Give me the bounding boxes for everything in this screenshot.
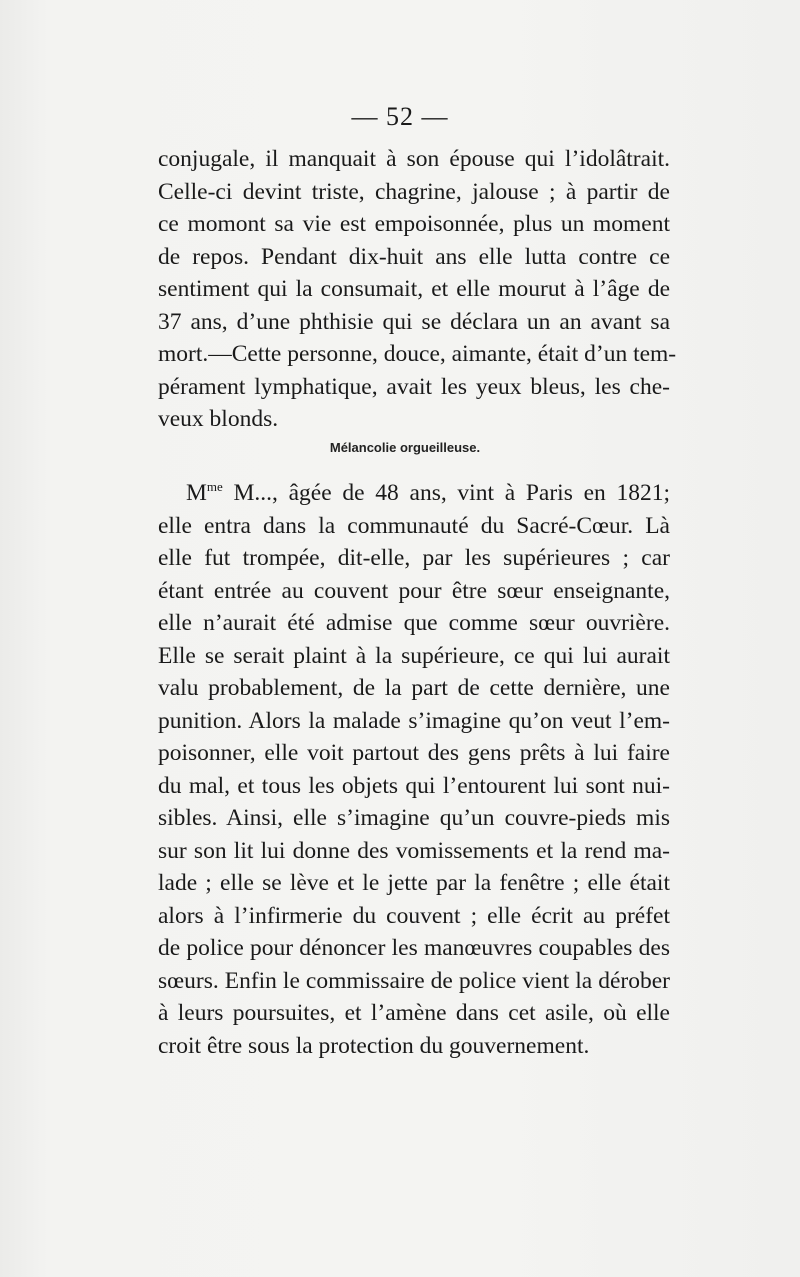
paragraph-1 xyxy=(158,143,677,436)
text-line: veux blonds. xyxy=(158,406,279,432)
text-line: punition. Alors la malade s’imagine qu’on veut l’em- xyxy=(158,707,670,734)
text-line-first xyxy=(158,477,670,510)
text-line: croit être sous la protection du gouvernement. xyxy=(158,1032,590,1059)
text-line: mort.—Cette personne, douce, aimante, était d’un tem- xyxy=(158,341,677,367)
paragraph-2 xyxy=(158,477,670,1062)
honorific-superscript: me xyxy=(206,479,223,494)
text-line: poisonner, elle voit partout des gens prêts à lui faire xyxy=(158,740,670,766)
page-number: — 52 — xyxy=(351,102,449,131)
text-line: étant entrée au couvent pour être sœur enseignante, xyxy=(158,577,670,604)
text-line: à leurs poursuites, et l’amène dans cet asile, où elle xyxy=(158,1000,670,1026)
text-line: ce momont sa vie est empoisonnée, plus un moment xyxy=(158,211,670,237)
text-line: sentiment qui la consumait, et elle mourut à l’âge de xyxy=(158,276,670,302)
section-heading: Mélancolie orgueilleuse. xyxy=(329,440,481,455)
text-line: 37 ans, d’une phthisie qui se déclara un an avant sa xyxy=(158,308,670,335)
text-line: de police pour dénoncer les manœuvres coupables des xyxy=(158,935,670,961)
text-line: elle n’aurait été admise que comme sœur ouvrière. xyxy=(158,610,670,636)
text-line: sur son lit lui donne des vomissements et la rend ma- xyxy=(158,837,670,864)
text-line: valu probablement, de la part de cette dernière, une xyxy=(158,675,670,701)
text-line: pérament lymphatique, avait les yeux bleus, les che- xyxy=(158,373,670,400)
text-line: elle entra dans la communauté du Sacré-Cœur. Là xyxy=(158,512,670,539)
text-line: du mal, et tous les objets qui l’entourent lui sont nui- xyxy=(158,772,670,799)
text-line: conjugale, il manquait à son épouse qui l’idolâtrait. xyxy=(158,146,670,172)
text-line: de repos. Pendant dix-huit ans elle lutta contre ce xyxy=(158,243,670,270)
text-line: alors à l’infirmerie du couvent ; elle écrit au préfet xyxy=(158,902,670,929)
text-line: Celle-ci devint triste, chagrine, jalouse ; à partir de xyxy=(158,178,670,205)
text-line: elle fut trompée, dit-elle, par les supérieures ; car xyxy=(158,545,670,571)
first-line-rest: M..., âgée de 48 ans, vint à Paris en 1821; xyxy=(222,480,670,506)
text-line: sibles. Ainsi, elle s’imagine qu’un couvre-pieds mis xyxy=(158,805,670,831)
text-line: lade ; elle se lève et le jette par la fenêtre ; elle était xyxy=(158,870,670,896)
honorific-prefix: M xyxy=(186,480,207,506)
text-line: sœurs. Enfin le commissaire de police vient la dérober xyxy=(158,967,670,994)
text-line: Elle se serait plaint à la supérieure, ce qui lui aurait xyxy=(158,642,670,669)
